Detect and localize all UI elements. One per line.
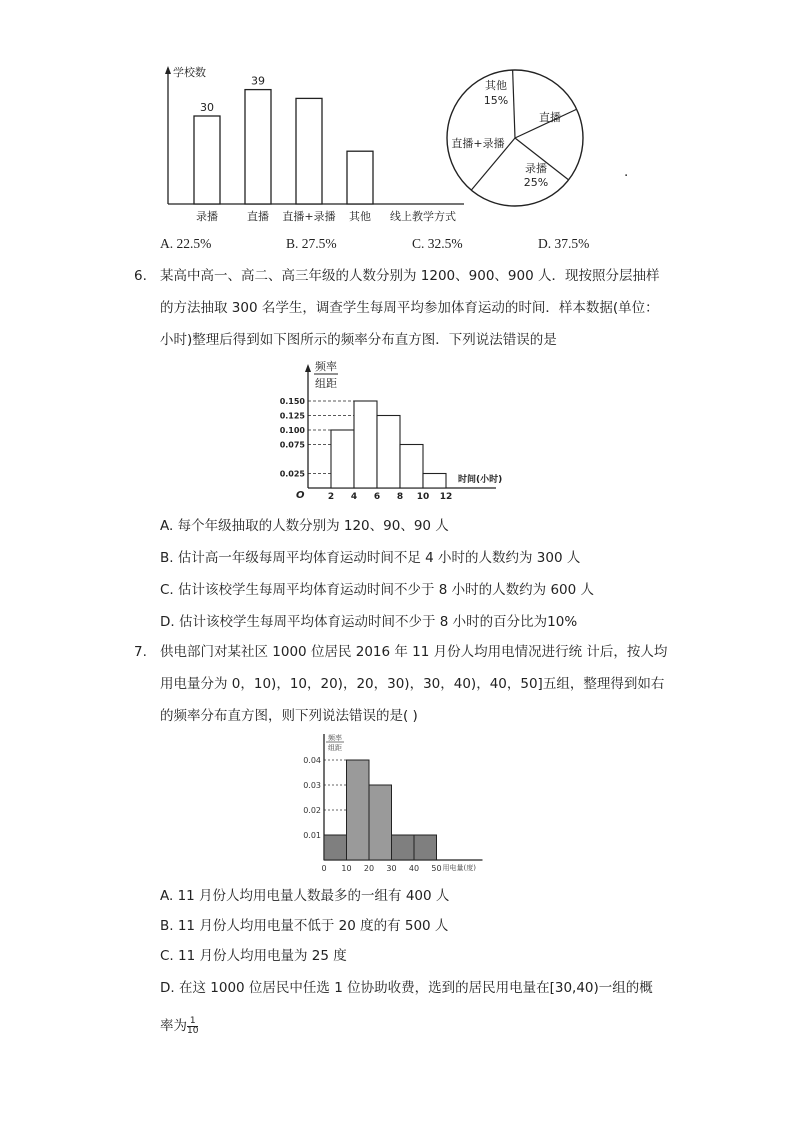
x-tick-label: 50 <box>431 864 442 873</box>
x-tick-label: 12 <box>439 492 453 502</box>
y-tick-label: 0.01 <box>303 831 321 840</box>
x-axis-label: 时间(小时) <box>458 475 503 485</box>
x-tick-label: 0 <box>321 864 327 873</box>
y-axis-label-bottom: 组距 <box>328 744 342 752</box>
y-axis-arrow <box>305 364 311 372</box>
q6-option-b: B. 估计高一年级每周平均体育运动时间不足 4 小时的人数约为 300 人 <box>160 550 581 566</box>
data-label: 39 <box>251 74 265 88</box>
q5-dot: . <box>624 164 629 180</box>
pie-slice-percent: 25% <box>523 176 549 189</box>
x-tick-label: 20 <box>363 864 375 873</box>
histogram-bar <box>414 835 437 860</box>
x-tick-label: 40 <box>408 864 420 873</box>
q7-fraction <box>187 1017 198 1036</box>
x-axis-label: 用电量(度) <box>442 864 476 872</box>
histogram-bar <box>331 430 354 488</box>
q5-pie-chart <box>440 58 590 218</box>
y-tick-label: 0.125 <box>279 411 305 421</box>
q5-option-a: A. 22.5% <box>160 236 212 251</box>
pie-slice-label: 直播 <box>539 111 561 124</box>
y-axis-label-bottom: 组距 <box>315 377 337 390</box>
q7-histogram <box>300 730 500 878</box>
q5-option-d: D. 37.5% <box>538 236 590 251</box>
histogram-bar <box>400 445 423 489</box>
q7-number: 7. <box>134 644 147 660</box>
x-tick-label: 2 <box>327 492 335 502</box>
bar <box>245 90 271 204</box>
y-axis-arrow <box>165 66 171 74</box>
y-tick-label: 0.04 <box>303 756 321 765</box>
pie-slice-label: 录播 <box>525 162 547 175</box>
y-tick-label: 0.075 <box>279 440 305 450</box>
y-tick-label: 0.02 <box>303 806 321 815</box>
q7-option-c: C. 11 月份人均用电量为 25 度 <box>160 948 347 964</box>
q6-option-d: D. 估计该校学生每周平均体育运动时间不少于 8 小时的百分比为10% <box>160 614 578 630</box>
q6-histogram <box>272 356 532 506</box>
q6-line-2: 的方法抽取 300 名学生，调查学生每周平均参加体育运动的时间．样本数据(单位： <box>160 300 659 316</box>
y-tick-label: 0.025 <box>279 469 305 479</box>
q5-bar-chart <box>150 58 480 228</box>
x-tick-label: 录播 <box>196 210 218 223</box>
histogram-bar <box>392 835 415 860</box>
q6-number: 6. <box>134 268 147 284</box>
q7-fraction-numerator: 1 <box>187 1017 198 1027</box>
x-tick-label: 直播 <box>247 210 269 223</box>
y-axis-label-top: 频率 <box>315 360 337 373</box>
q7-fraction-denominator: 10 <box>187 1025 199 1036</box>
y-tick-label: 0.150 <box>279 397 305 406</box>
x-tick-label: 30 <box>386 864 397 873</box>
bar <box>296 98 322 204</box>
q5-option-b: B. 27.5% <box>286 236 337 251</box>
x-axis-label: 线上教学方式 <box>390 210 456 223</box>
x-tick-label: 4 <box>350 492 358 502</box>
q6-option-c: C. 估计该校学生每周平均体育运动时间不少于 8 小时的人数约为 600 人 <box>160 582 595 598</box>
q7-option-d-tail <box>160 1016 198 1036</box>
q7-line-2: 用电量分为 0，10)，10，20)，20，30)，30，40)，40，50]五组，整理得到如右 <box>160 676 665 692</box>
x-tick-label: 直播+录播 <box>282 210 336 223</box>
y-axis-label-top: 频率 <box>328 734 342 742</box>
q7-line-3: 的频率分布直方图，则下列说法错误的是( ) <box>160 708 418 724</box>
y-axis-label: 学校数 <box>173 66 206 79</box>
histogram-bar <box>369 785 392 860</box>
q7-option-a: A. 11 月份人均用电量人数最多的一组有 400 人 <box>160 888 450 904</box>
q7-option-d: D. 在这 1000 位居民中任选 1 位协助收费，选到的居民用电量在[30,40)一组的概 <box>160 980 653 996</box>
q7-option-b: B. 11 月份人均用电量不低于 20 度的有 500 人 <box>160 918 449 934</box>
pie-slice-label: 其他 <box>485 79 507 92</box>
q7-line-1: 供电部门对某社区 1000 位居民 2016 年 11 月份人均用电情况进行统 计后，按人均 <box>160 644 668 660</box>
pie-slice-label: 直播+录播 <box>451 137 505 150</box>
histogram-bar <box>347 760 370 860</box>
q7-option-d-tail-text: 率为 <box>160 1018 187 1034</box>
q6-option-a: A. 每个年级抽取的人数分别为 120、90、90 人 <box>160 518 449 534</box>
pie-slice-percent: 15% <box>483 94 509 107</box>
x-tick-label: 其他 <box>349 210 371 223</box>
histogram-bar <box>324 835 347 860</box>
y-tick-label: 0.100 <box>279 426 305 435</box>
bar <box>347 151 373 204</box>
x-tick-label: 10 <box>416 492 430 502</box>
q5-option-c: C. 32.5% <box>412 236 463 251</box>
histogram-bar <box>423 474 446 489</box>
x-tick-label: 10 <box>341 864 352 873</box>
histogram-bar <box>377 416 400 489</box>
y-tick-label: 0.03 <box>303 781 321 790</box>
x-tick-label: 8 <box>396 492 404 502</box>
origin-label: O <box>296 490 305 501</box>
bar <box>194 116 220 204</box>
q6-line-3: 小时)整理后得到如下图所示的频率分布直方图．下列说法错误的是 <box>160 332 557 348</box>
q6-line-1: 某高中高一、高二、高三年级的人数分别为 1200、900、900 人．现按照分层抽样 <box>160 268 660 284</box>
data-label: 30 <box>200 101 214 114</box>
histogram-bar <box>354 401 377 488</box>
x-tick-label: 6 <box>373 492 381 502</box>
